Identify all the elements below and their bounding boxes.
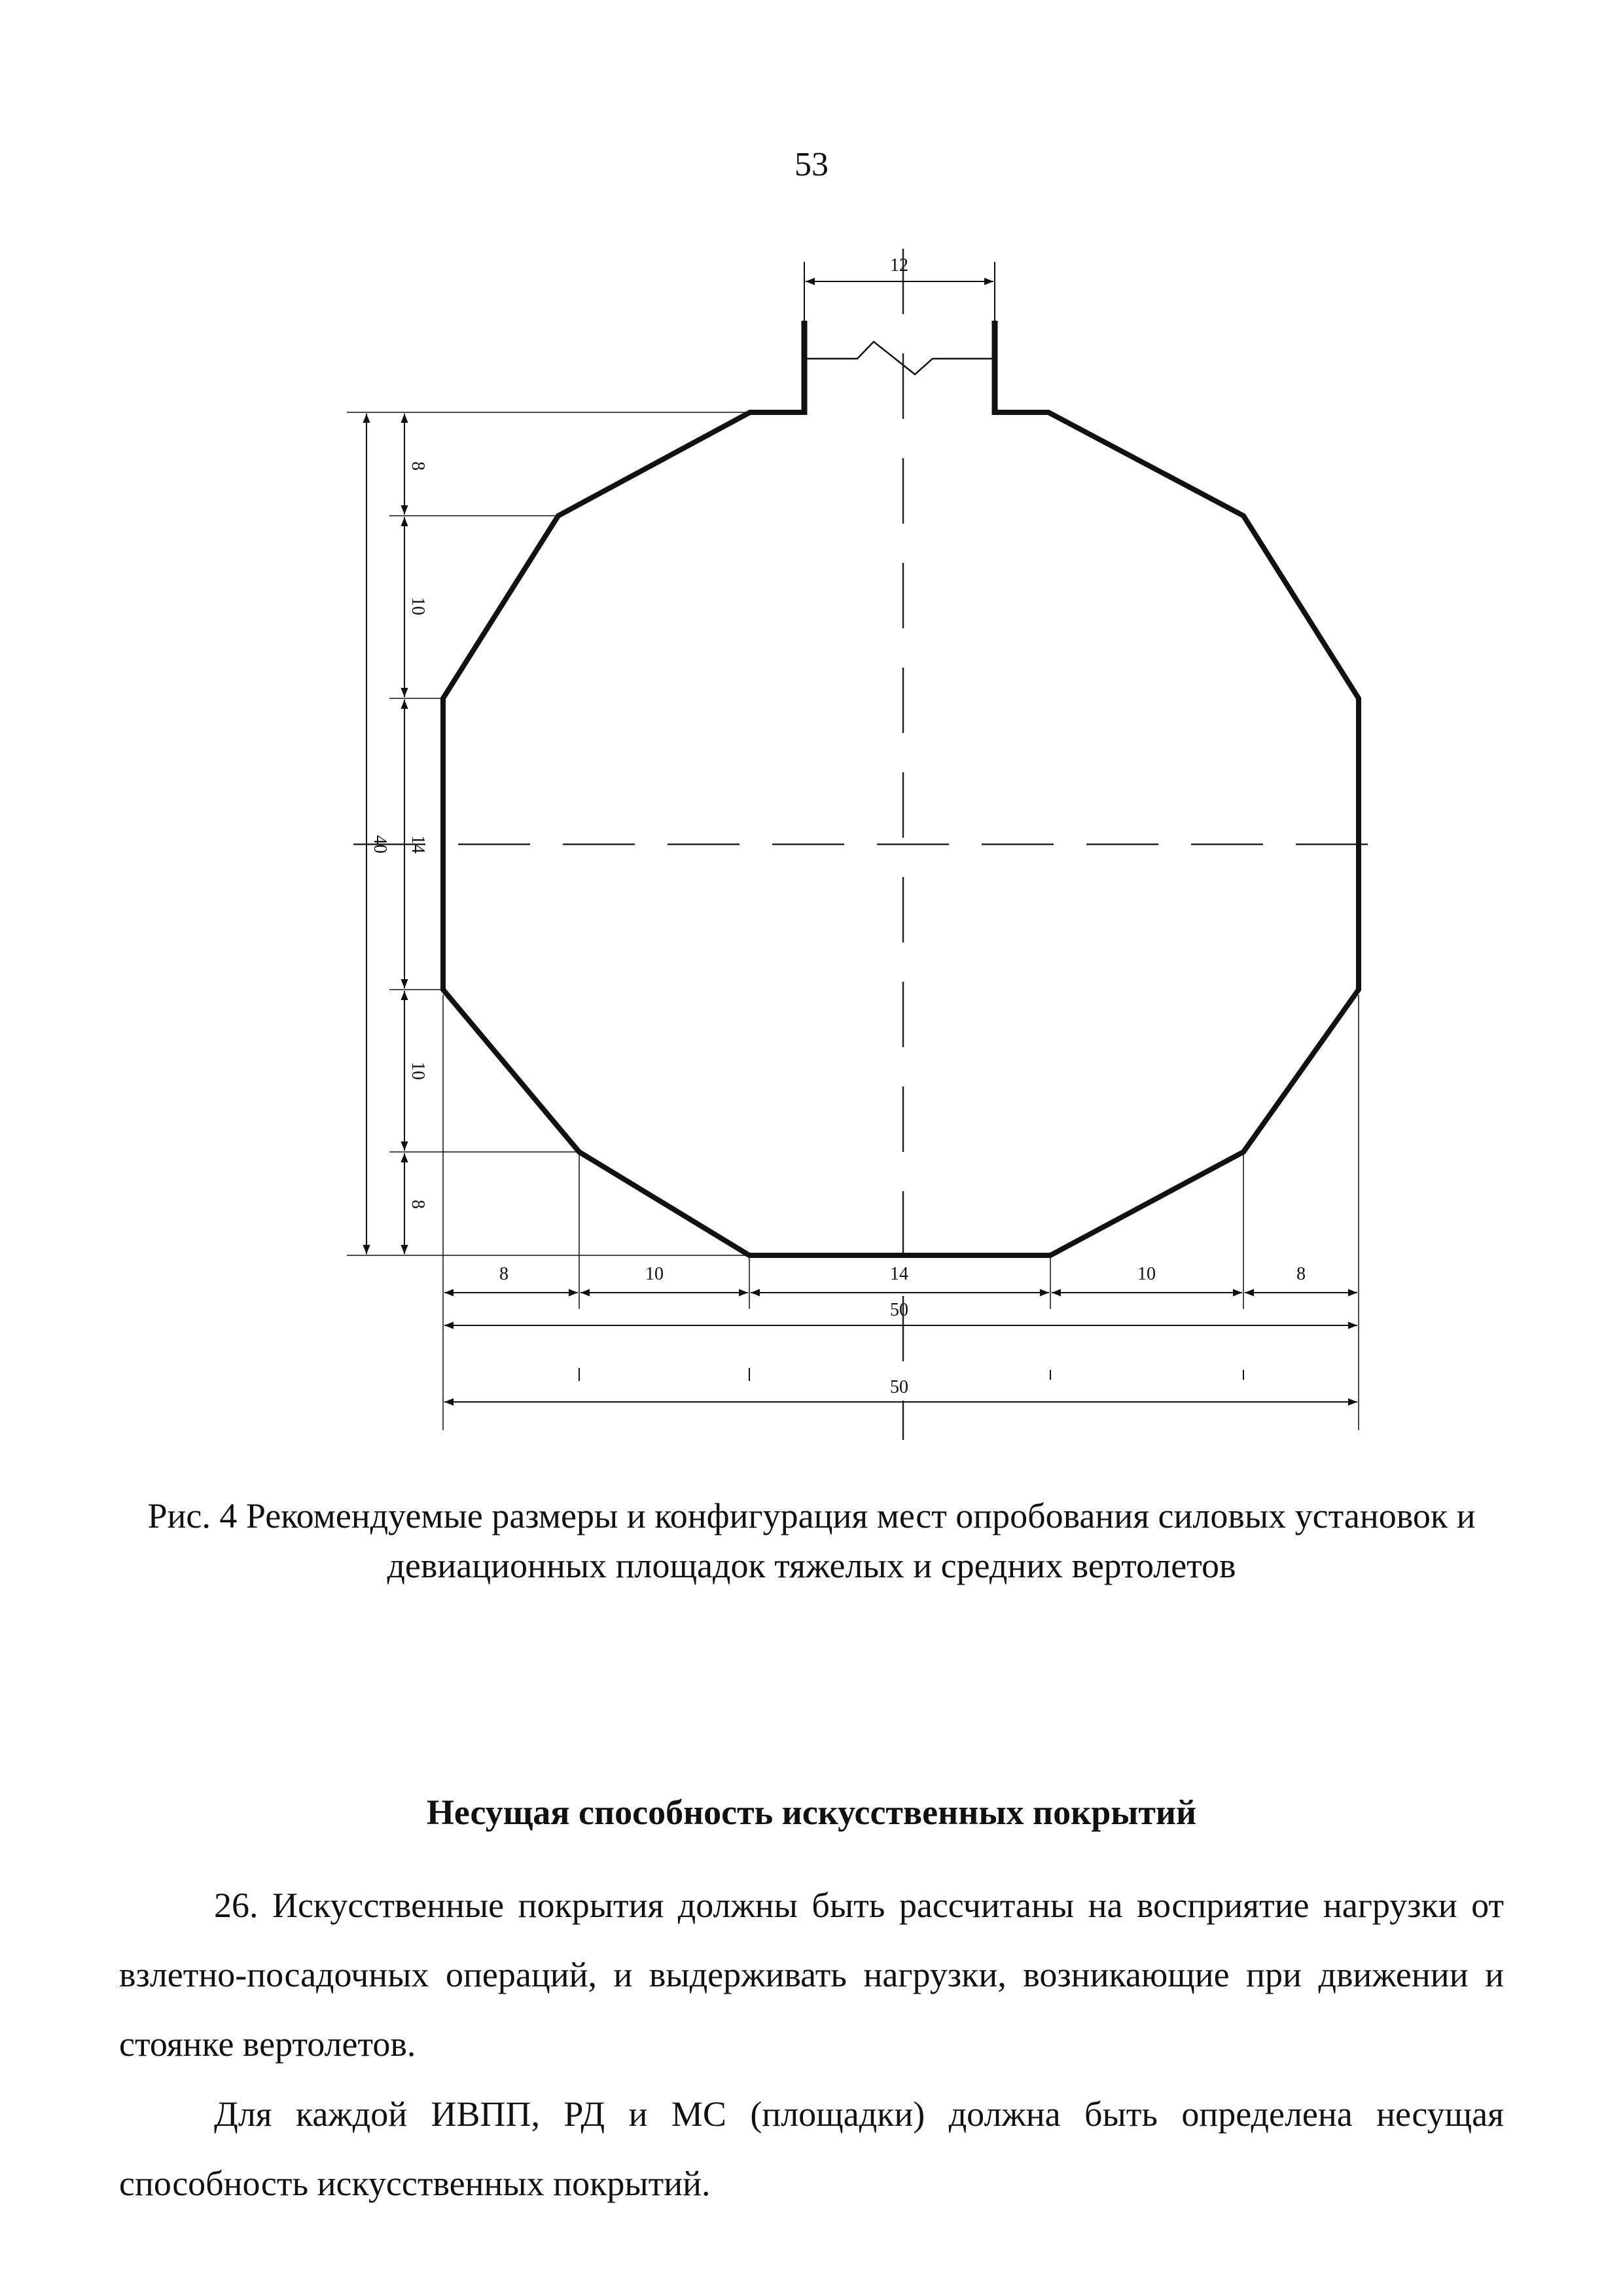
page-number: 53 (794, 146, 829, 183)
bottom-total-label-1: 50 (890, 1300, 908, 1320)
break-line (806, 342, 993, 374)
bottom-dimension-label-3: 14 (890, 1264, 908, 1284)
left-dimension-label-1: 8 (408, 461, 428, 471)
paragraph-26: 26. Искусственные покрытия должны быть рассчитаны на восприятие нагрузки от взлетно-посадочных операций, и выдерживать нагрузки, возникающие при движении и стоянке вертолетов. (119, 1886, 1504, 2064)
left-dimension-label-5: 8 (408, 1200, 428, 1209)
top-dimension-label: 12 (890, 255, 908, 276)
bottom-total-label-2: 50 (890, 1377, 908, 1397)
bottom-dimension-label-4: 10 (1137, 1264, 1156, 1284)
left-dimension-label-3: 14 (408, 835, 428, 853)
bottom-dimension-label-5: 8 (1296, 1264, 1306, 1284)
paragraph-bearing-capacity: Для каждой ИВПП, РД и МС (площадки) должна быть определена несущая способность искусственных покрытий. (119, 2094, 1504, 2203)
pad-outline (443, 412, 1359, 1255)
left-total-label: 40 (370, 835, 390, 853)
bottom-dimension-label-1: 8 (499, 1264, 508, 1284)
left-dimension-label-4: 10 (408, 1062, 428, 1080)
bottom-dimension-label-2: 10 (645, 1264, 664, 1284)
section-heading: Несущая способность искусственных покрытий (426, 1793, 1197, 1832)
left-dimension-label-2: 10 (408, 597, 428, 615)
figure-caption: Рис. 4 Рекомендуемые размеры и конфигурация мест опробования силовых установок и девиационных площадок тяжелых и средних вертолетов (147, 1496, 1476, 1585)
